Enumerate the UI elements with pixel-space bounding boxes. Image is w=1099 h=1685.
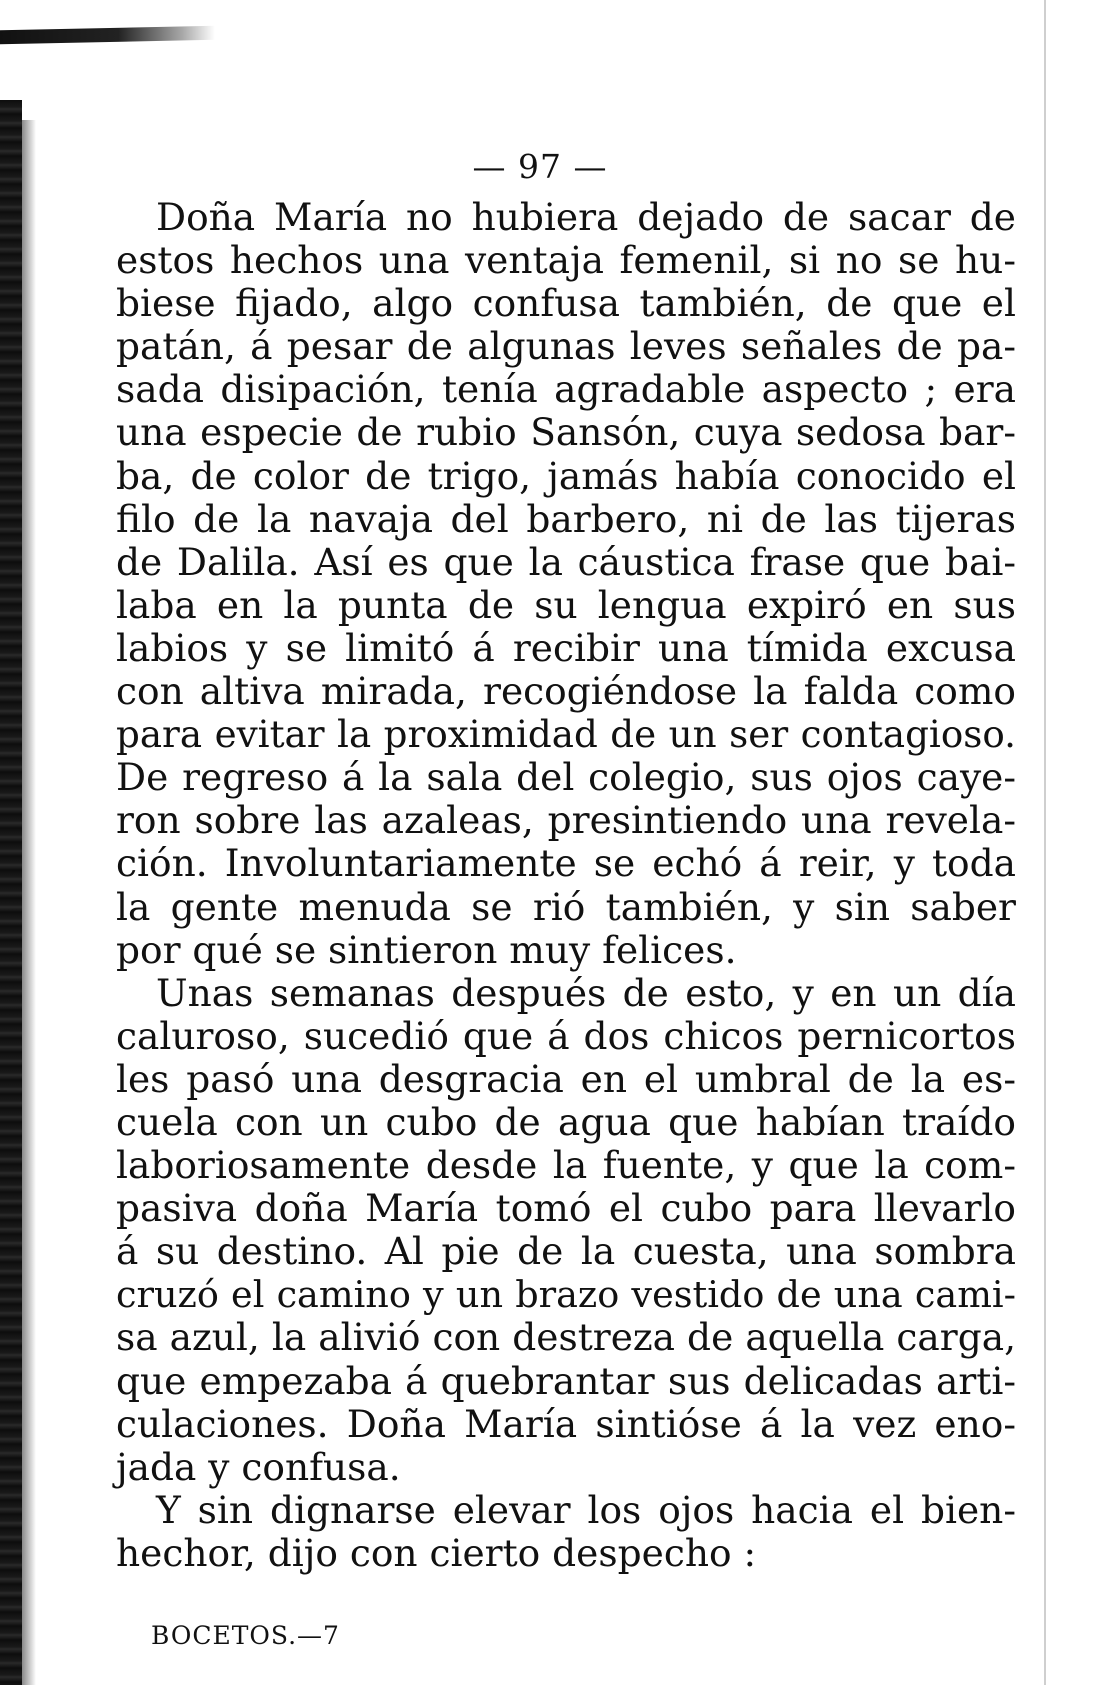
- text-line: ba, de color de trigo, jamás había conocido el: [116, 453, 1016, 498]
- text-line: cruzó el camino y un brazo vestido de una cami-: [116, 1273, 1016, 1317]
- text-line: hechor, dijo con cierto despecho :: [116, 1530, 757, 1575]
- text-line: les pasó una desgracia en el umbral de la es-: [116, 1056, 1016, 1101]
- text-line: que empezaba á quebrantar sus delicadas arti-: [116, 1358, 1016, 1403]
- text-line: una especie de rubio Sansón, cuya sedosa bar-: [116, 410, 1016, 455]
- text-line: pasiva doña María tomó el cubo para llevarlo: [116, 1186, 1016, 1231]
- signature-mark: BOCETOS.—7: [151, 1621, 340, 1650]
- text-line: jada y confusa.: [116, 1444, 401, 1489]
- text-line: para evitar la proximidad de un ser contagioso.: [116, 712, 1016, 757]
- text-line: cuela con un cubo de agua que habían traído: [116, 1099, 1016, 1144]
- text-line: ción. Involuntariamente se echó á reir, y toda: [116, 841, 1016, 886]
- text-line: caluroso, sucedió que á dos chicos pernicortos: [116, 1013, 1016, 1058]
- text-line: Doña María no hubiera dejado de sacar de: [156, 195, 1016, 239]
- body-text: [116, 196, 1016, 1575]
- text-line: patán, á pesar de algunas leves señales de pa-: [116, 324, 1016, 369]
- scan-binding-shadow: [22, 120, 36, 1685]
- text-line: culaciones. Doña María sintióse á la vez eno-: [116, 1401, 1016, 1446]
- text-line: sa azul, la alivió con destreza de aquella carga,: [116, 1315, 1016, 1360]
- scan-page-edge: [1044, 0, 1046, 1685]
- text-line: estos hechos una ventaja femenil, si no se hu-: [116, 238, 1016, 283]
- text-line: De regreso á la sala del colegio, sus ojos caye-: [116, 755, 1016, 800]
- text-line: por qué se sintieron muy felices.: [116, 927, 737, 972]
- text-line: Y sin dignarse elevar los ojos hacia el bien-: [156, 1487, 1016, 1532]
- text-line: con altiva mirada, recogiéndose la falda como: [116, 669, 1016, 714]
- text-line: laboriosamente desde la fuente, y que la com-: [116, 1143, 1016, 1188]
- text-line: biese fijado, algo confusa también, de que el: [116, 281, 1016, 326]
- text-line: á su destino. Al pie de la cuesta, una sombra: [116, 1229, 1016, 1274]
- text-line: ron sobre las azaleas, presintiendo una revela-: [116, 798, 1016, 843]
- text-line: de Dalila. Así es que la cáustica frase que bai-: [116, 539, 1016, 584]
- text-line: labios y se limitó á recibir una tímida excusa: [116, 625, 1016, 670]
- scan-binding-edge: [0, 100, 22, 1685]
- text-line: la gente menuda se rió también, y sin saber: [116, 884, 1016, 929]
- page-number: — 97 —: [472, 147, 608, 186]
- text-line: laba en la punta de su lengua expiró en sus: [116, 582, 1016, 627]
- scan-artifact-streak: [0, 26, 215, 45]
- text-line: sada disipación, tenía agradable aspecto ; era: [116, 367, 1016, 412]
- text-line: Unas semanas después de esto, y en un día: [156, 970, 1016, 1015]
- text-line: filo de la navaja del barbero, ni de las tijeras: [116, 496, 1016, 541]
